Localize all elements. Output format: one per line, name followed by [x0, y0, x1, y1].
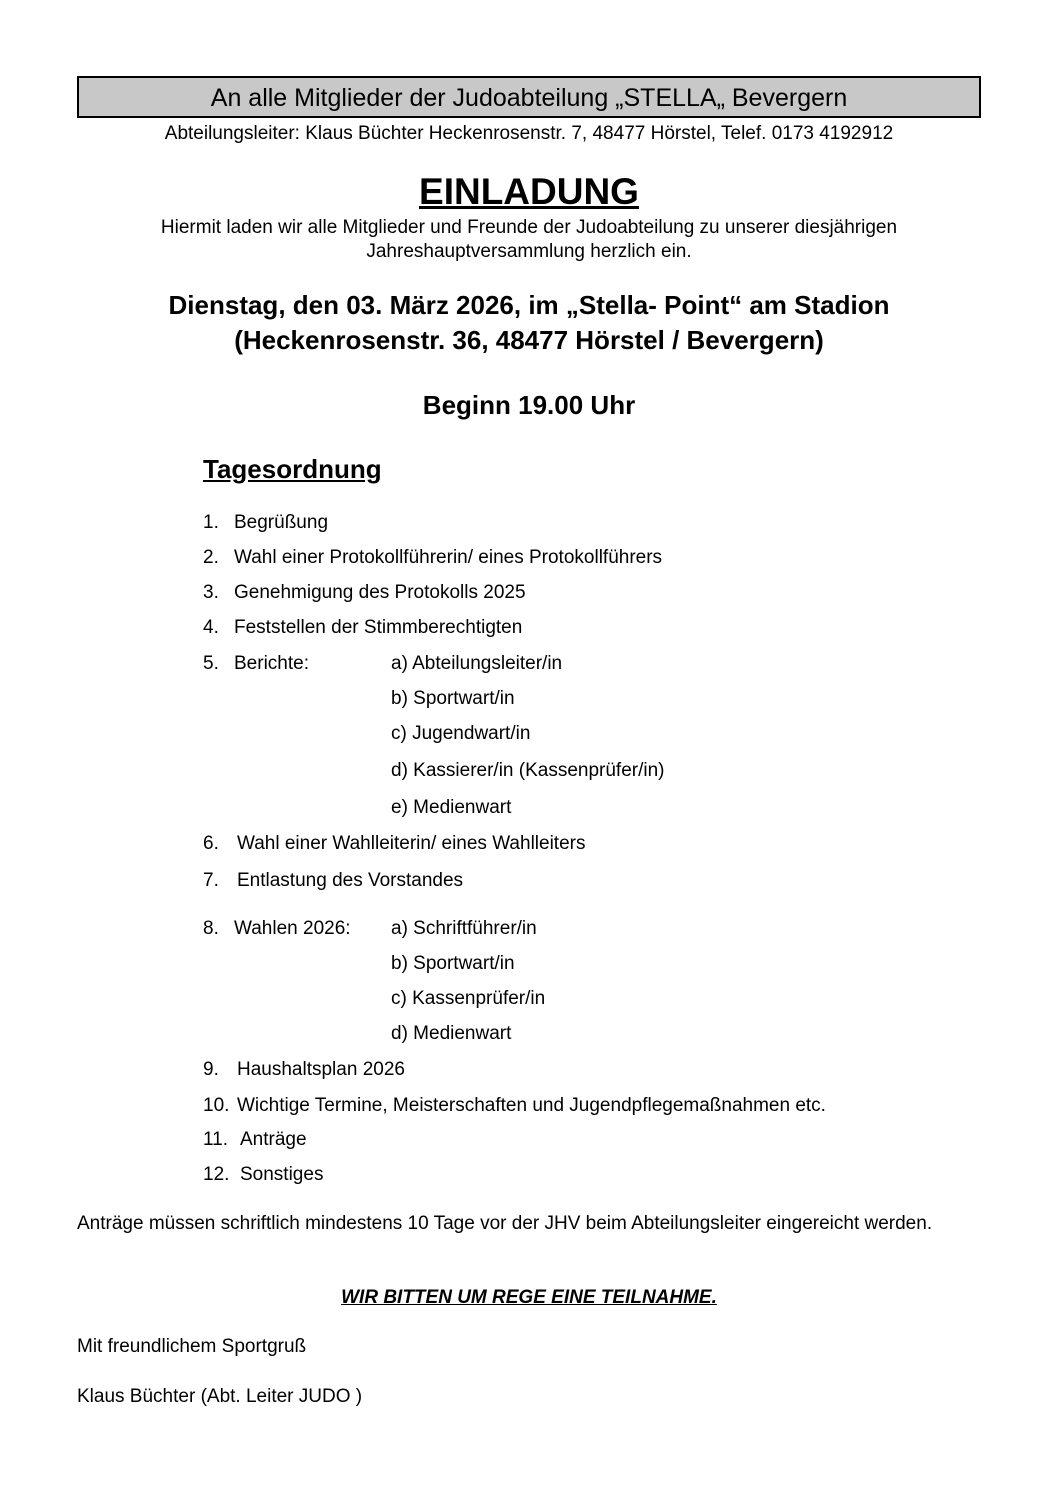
report-subitem: e) Medienwart [391, 797, 512, 818]
agenda-item-text: Feststellen der Stimmberechtigten [234, 617, 523, 638]
election-subitem: b) Sportwart/in [391, 953, 515, 974]
report-subitem: a) Abteilungsleiter/in [391, 653, 563, 674]
agenda-item [203, 869, 464, 893]
agenda-item-text: Genehmigung des Protokolls 2025 [234, 582, 526, 603]
agenda-item-number: 6. [203, 833, 219, 854]
agenda-item-text: Wahl einer Protokollführerin/ eines Protokollführers [234, 547, 663, 568]
agenda-item-text: Wahlen 2026: [234, 918, 351, 939]
agenda-item [203, 616, 523, 640]
header-title: An alle Mitglieder der Judoabteilung „STELLA„ Bevergern [210, 84, 848, 112]
election-subitem: d) Medienwart [391, 1023, 512, 1044]
agenda-item [203, 652, 309, 676]
agenda-item-text: Wahl einer Wahlleiterin/ eines Wahlleiters [237, 833, 586, 854]
election-subitem: c) Kassenprüfer/in [391, 988, 546, 1009]
agenda-item [203, 832, 586, 856]
report-subitem: c) Jugendwart/in [391, 723, 531, 744]
agenda-item-text: Haushaltsplan 2026 [237, 1059, 405, 1080]
agenda-item-number: 3. [203, 582, 219, 603]
contact-line: Abteilungsleiter: Klaus Büchter Heckenrosenstr. 7, 48477 Hörstel, Telef. 0173 4192912 [164, 123, 894, 144]
election-subitem: a) Schriftführer/in [391, 918, 537, 939]
agenda-item [203, 581, 526, 605]
closing-appeal: WIR BITTEN UM REGE EINE TEILNAHME. [341, 1287, 717, 1308]
report-subitem: b) Sportwart/in [391, 688, 515, 709]
agenda-item [203, 546, 663, 570]
agenda-item-text: Entlastung des Vorstandes [237, 870, 464, 891]
event-begin-time: Beginn 19.00 Uhr [422, 390, 636, 420]
agenda-item [203, 1128, 307, 1152]
report-subitem: d) Kassierer/in (Kassenprüfer/in) [391, 760, 665, 781]
agenda-item [203, 917, 351, 941]
invitation-intro [0, 216, 1058, 264]
agenda-title: Tagesordnung [203, 454, 382, 484]
agenda-item-number: 7. [203, 870, 219, 891]
agenda-item-number: 11. [203, 1129, 229, 1150]
event-date-location: Dienstag, den 03. März 2026, im „Stella- Point“ am Stadion [168, 290, 890, 320]
agenda-item-number: 1. [203, 512, 219, 533]
signature: Klaus Büchter (Abt. Leiter JUDO ) [77, 1386, 363, 1407]
agenda-item [203, 1094, 826, 1118]
agenda-item-number: 4. [203, 617, 219, 638]
agenda-item-number: 10. [203, 1095, 230, 1116]
agenda-item-text: Wichtige Termine, Meisterschaften und Jugendpflegemaßnahmen etc. [237, 1095, 826, 1116]
header-banner [77, 76, 981, 118]
agenda-item [203, 1163, 324, 1187]
agenda-item-text: Sonstiges [240, 1164, 324, 1185]
greeting: Mit freundlichem Sportgruß [77, 1336, 307, 1357]
invitation-title: EINLADUNG [419, 171, 639, 212]
agenda-item-text: Anträge [240, 1129, 307, 1150]
intro-line-2: Jahreshauptversammlung herzlich ein. [366, 241, 692, 262]
event-details [0, 288, 1058, 358]
agenda-item [203, 511, 329, 535]
event-address: (Heckenrosenstr. 36, 48477 Hörstel / Bevergern) [234, 325, 824, 355]
agenda-item-number: 5. [203, 653, 219, 674]
agenda-item-text: Berichte: [234, 653, 309, 674]
agenda-item-number: 12. [203, 1164, 230, 1185]
intro-line-1: Hiermit laden wir alle Mitglieder und Freunde der Judoabteilung zu unserer diesjährigen [160, 217, 898, 238]
agenda-item-text: Begrüßung [234, 512, 329, 533]
agenda-item-number: 2. [203, 547, 219, 568]
submission-note: Anträge müssen schriftlich mindestens 10 Tage vor der JHV beim Abteilungsleiter eingereicht werden. [77, 1213, 933, 1234]
agenda-item [203, 1058, 405, 1082]
agenda-item-number: 8. [203, 918, 219, 939]
agenda-item-number: 9. [203, 1059, 219, 1080]
